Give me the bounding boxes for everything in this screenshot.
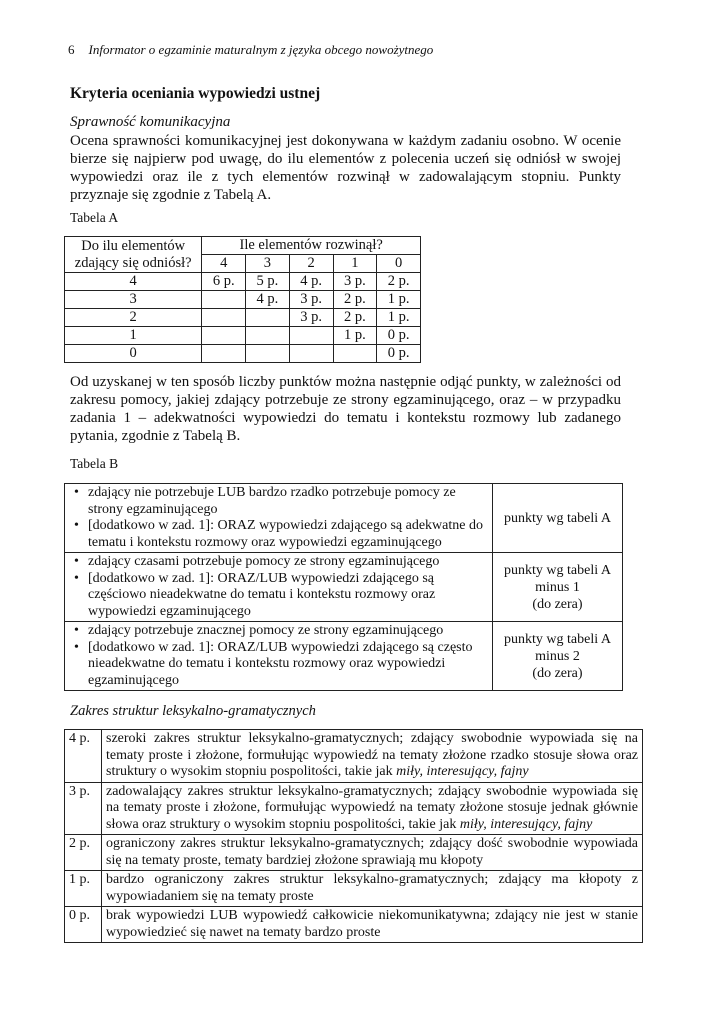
table-row bbox=[65, 484, 623, 553]
table-a-cell: 3 p. bbox=[289, 291, 333, 309]
table-a-cell bbox=[202, 309, 246, 327]
list-item: • zdający czasami potrzebuje pomocy ze strony egzaminującego bbox=[88, 554, 488, 571]
table-b-result bbox=[493, 622, 623, 691]
points-cell: 4 p. bbox=[65, 730, 102, 783]
description-text: brak wypowiedzi LUB wypowiedź całkowicie niekomunikatywna; zdający nie jest w stanie wypowiedzieć się nawet na tematy bardzo proste bbox=[106, 908, 638, 940]
description-text: bardzo ograniczony zakres struktur leksykalno-gramatycznych; zdający ma kłopoty z wypowiadaniem się na tematy proste bbox=[106, 872, 638, 904]
result-line: punkty wg tabeli A bbox=[504, 510, 611, 526]
section-title: Kryteria oceniania wypowiedzi ustnej bbox=[70, 85, 321, 102]
table-a-cell bbox=[202, 291, 246, 309]
lexical-heading: Zakres struktur leksykalno-gramatycznych bbox=[70, 703, 316, 719]
table-a-row-label: 3 bbox=[65, 291, 202, 309]
table-a-cell bbox=[289, 327, 333, 345]
description-text: zadowalający zakres struktur leksykalno-gramatycznych; zdający swobodnie wypowiada się na tematy proste i złożone, formułując wypowiedź na tematy złożone stosuje jednak głównie słowa oraz struktury o wysokim stopniu pospolitości, takie jak bbox=[106, 783, 638, 832]
table-row bbox=[65, 553, 623, 622]
example-words: miły, interesujący, fajny bbox=[459, 816, 593, 832]
table-a-cell: 1 p. bbox=[333, 327, 377, 345]
result-line: minus 1 bbox=[535, 579, 580, 595]
table-a-cell: 0 p. bbox=[377, 327, 421, 345]
points-cell: 2 p. bbox=[65, 835, 102, 871]
table-b-conditions bbox=[65, 484, 493, 553]
running-header bbox=[68, 42, 433, 58]
table-a-col-header: 2 bbox=[289, 255, 333, 273]
list-item: • zdający potrzebuje znacznej pomocy ze strony egzaminującego bbox=[88, 623, 488, 640]
table-a-col-header: 0 bbox=[377, 255, 421, 273]
result-line: minus 2 bbox=[535, 648, 580, 664]
table-row bbox=[65, 291, 421, 309]
table-row bbox=[65, 327, 421, 345]
list-item: • [dodatkowo w zad. 1]: ORAZ/LUB wypowiedzi zdającego są często nieadekwatne do tematu i kontekstu rozmowy oraz wypowiedzi egzaminującego bbox=[88, 640, 488, 690]
description-cell bbox=[102, 907, 643, 943]
description-cell bbox=[102, 835, 643, 871]
table-row bbox=[65, 871, 643, 907]
table-a-col-header: 3 bbox=[246, 255, 290, 273]
lexical-table bbox=[64, 729, 643, 943]
description-cell bbox=[102, 871, 643, 907]
table-row bbox=[65, 622, 623, 691]
table-row bbox=[65, 907, 643, 943]
table-a-row-label: 2 bbox=[65, 309, 202, 327]
result-line: punkty wg tabeli A bbox=[504, 631, 611, 647]
table-a-caption: Tabela A bbox=[70, 210, 119, 225]
table-a-col-header: 1 bbox=[333, 255, 377, 273]
table-row bbox=[65, 273, 421, 291]
table-a-header-left: Do ilu elementów zdający się odniósł? bbox=[65, 237, 202, 273]
table-a-header-right: Ile elementów rozwinął? bbox=[202, 237, 421, 255]
table-a-cell: 4 p. bbox=[289, 273, 333, 291]
description-text: ograniczony zakres struktur leksykalno-gramatycznych; zdający dość swobodnie wypowiada się na tematy proste, tematy bardziej złożone sprawiają mu kłopoty bbox=[106, 836, 638, 868]
list-item: • [dodatkowo w zad. 1]: ORAZ wypowiedzi zdającego są adekwatne do tematu i kontekstu rozmowy oraz wypowiedzi egzaminującego bbox=[88, 518, 488, 551]
points-cell: 1 p. bbox=[65, 871, 102, 907]
table-b-result bbox=[493, 484, 623, 553]
page-number: 6 bbox=[68, 42, 75, 57]
result-line: (do zera) bbox=[532, 665, 583, 681]
table-a-cell bbox=[246, 309, 290, 327]
list-item: • [dodatkowo w zad. 1]: ORAZ/LUB wypowiedzi zdającego są częściowo nieadekwatne do tematu i kontekstu rozmowy oraz wypowiedzi egzaminującego bbox=[88, 571, 488, 621]
table-a-cell: 2 p. bbox=[333, 291, 377, 309]
table-a-cell bbox=[333, 345, 377, 363]
table-b-conditions bbox=[65, 553, 493, 622]
table-a-cell: 3 p. bbox=[333, 273, 377, 291]
table-a-cell bbox=[202, 345, 246, 363]
table-b bbox=[64, 483, 623, 691]
table-a-col-header: 4 bbox=[202, 255, 246, 273]
table-a-row-label: 4 bbox=[65, 273, 202, 291]
communicative-heading: Sprawność komunikacyjna bbox=[70, 114, 231, 130]
table-a-cell: 6 p. bbox=[202, 273, 246, 291]
table-a-cell bbox=[246, 345, 290, 363]
table-a-row-label: 1 bbox=[65, 327, 202, 345]
table-a-cell bbox=[202, 327, 246, 345]
table-b-caption: Tabela B bbox=[70, 456, 119, 471]
table-a-cell: 3 p. bbox=[289, 309, 333, 327]
table-a-cell: 1 p. bbox=[377, 291, 421, 309]
table-row bbox=[65, 835, 643, 871]
running-title: Informator o egzaminie maturalnym z języka obcego nowożytnego bbox=[88, 42, 434, 57]
table-a-row-label: 0 bbox=[65, 345, 202, 363]
table-row bbox=[65, 730, 643, 783]
table-a-cell bbox=[289, 345, 333, 363]
points-cell: 3 p. bbox=[65, 782, 102, 835]
result-line: punkty wg tabeli A bbox=[504, 562, 611, 578]
table-b-conditions bbox=[65, 622, 493, 691]
communicative-paragraph: Ocena sprawności komunikacyjnej jest dokonywana w każdym zadaniu osobno. W ocenie bierze się najpierw pod uwagę, do ilu elementów z polecenia uczeń się odniósł w swojej wypowiedzi oraz ile z tych elementów rozwinął w zadowalającym stopniu. Punkty przyznaje się zgodnie z Tabelą A. bbox=[70, 133, 621, 203]
table-a-cell bbox=[246, 327, 290, 345]
table-a-cell: 2 p. bbox=[377, 273, 421, 291]
table-a-cell: 2 p. bbox=[333, 309, 377, 327]
table-row bbox=[65, 309, 421, 327]
result-line: (do zera) bbox=[532, 596, 583, 612]
table-a-cell: 4 p. bbox=[246, 291, 290, 309]
description-cell bbox=[102, 782, 643, 835]
table-row bbox=[65, 345, 421, 363]
list-item: • zdający nie potrzebuje LUB bardzo rzadko potrzebuje pomocy ze strony egzaminującego bbox=[88, 485, 488, 518]
table-a bbox=[64, 236, 421, 363]
description-cell bbox=[102, 730, 643, 783]
example-words: miły, interesujący, fajny bbox=[396, 764, 529, 779]
table-a-cell: 0 p. bbox=[377, 345, 421, 363]
table-b-result bbox=[493, 553, 623, 622]
table-row bbox=[65, 782, 643, 835]
points-cell: 0 p. bbox=[65, 907, 102, 943]
middle-paragraph: Od uzyskanej w ten sposób liczby punktów można następnie odjąć punkty, w zależności od zakresu pomocy, jakiej zdający potrzebuje ze strony egzaminującego, oraz – w przypadku zadania 1 – adekwatności wypowiedzi do tematu i kontekstu rozmowy lub zadanego pytania, zgodnie z Tabelą B. bbox=[70, 374, 621, 444]
table-a-cell: 5 p. bbox=[246, 273, 290, 291]
description-text: szeroki zakres struktur leksykalno-gramatycznych; zdający swobodnie wypowiada się na tematy proste i złożone, formułując wypowiedź na tematy złożone rzadko stosuje słowa oraz struktury o wysokim stopniu pospolitości, takie jak bbox=[106, 731, 638, 779]
table-a-cell: 1 p. bbox=[377, 309, 421, 327]
